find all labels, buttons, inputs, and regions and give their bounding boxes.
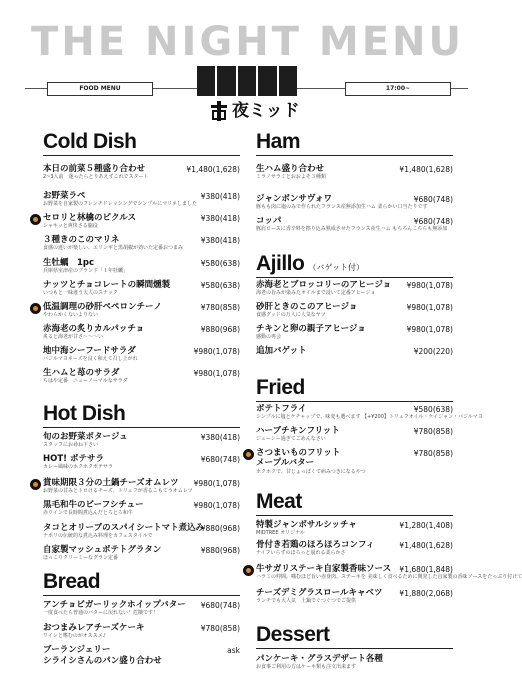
menu-item: [43, 280, 240, 300]
menu-item-price: ¥580(638): [200, 281, 240, 290]
menu-item-price: ¥880(968): [200, 325, 240, 334]
menu-item: [256, 564, 522, 584]
section-underline: [256, 515, 453, 516]
menu-item-name: アンチョビガーリックホイップバター: [43, 600, 186, 610]
section-underline: [256, 648, 453, 649]
menu-item-price: ¥680(748): [413, 195, 453, 204]
menu-item: [43, 478, 240, 498]
menu-item: [256, 164, 453, 184]
menu-item-description: カレー風味のホクホクポテサラ: [43, 464, 114, 470]
menu-item-price: ¥980(1,078): [193, 347, 240, 356]
menu-item-price: ¥580(638): [413, 405, 453, 414]
menu-item: [43, 656, 240, 676]
menu-item-name: 赤海老の炙りカルパッチョ: [43, 324, 145, 334]
menu-item: [43, 500, 240, 520]
menu-item-description: ナイフいらずのほろっと崩れる柔らかさ: [256, 550, 346, 556]
recommended-badge-icon: [30, 214, 41, 225]
menu-item-name: 低温調理の砂肝ペペロンチーノ: [43, 302, 162, 312]
menu-item-description: MIDTREE オリジナル: [256, 530, 305, 536]
menu-item-price: ¥380(418): [200, 192, 240, 201]
menu-item: [256, 194, 453, 214]
menu-item-description: ナポリの伝統的な煮込み料理をカフェスタイルで: [43, 533, 153, 539]
menu-item: [256, 448, 453, 475]
menu-item-description: 感動の再会: [256, 334, 282, 340]
menu-item-name: 旬のお野菜ポタージュ: [43, 432, 128, 442]
menu-item-description: ホクホクで、甘じょっぱくて病みつきになるやつ: [256, 469, 366, 475]
recommended-badge-icon: [30, 479, 41, 490]
menu-item: [43, 623, 240, 643]
menu-item-name: 生牡蠣 1pc: [43, 258, 95, 268]
menu-item-description: 食感グッドの万人に人気なヤツ: [256, 312, 326, 318]
section-title-ajillo: [256, 252, 364, 280]
menu-title: THE NIGHT MENU: [31, 19, 464, 65]
section-underline: [256, 155, 453, 156]
menu-item-description: 兵庫県室津産のブランド「１年牡蠣」: [43, 268, 129, 274]
menu-item-description: ミラノサラミとおおよそ３種類: [256, 174, 326, 180]
recommended-badge-icon: [243, 565, 254, 576]
menu-item-name: 生ハムと苺のサラダ: [43, 368, 120, 378]
menu-item-price: ¥980(1,078): [406, 325, 453, 334]
menu-item: [43, 432, 240, 452]
menu-item: [256, 540, 453, 560]
menu-item: [256, 426, 453, 446]
menu-item-price: ¥1,480(1,628): [186, 165, 240, 174]
menu-item: [43, 545, 240, 565]
menu-item: [43, 191, 240, 211]
menu-item: [43, 258, 240, 278]
menu-item-description: スタッフにお尋ね下さい: [43, 442, 99, 448]
section-underline: [43, 155, 240, 156]
menu-item: [256, 280, 453, 300]
menu-item-name: 黒毛和牛のビーフシチュー: [43, 500, 144, 510]
menu-item-name: ナッツとチョコレートの瞬間燻製: [43, 280, 171, 290]
menu-item-description: ハラミの仲間。噛むほど旨い赤身肉。ステーキを 美味しく食べるために開発した自家製の香味ソースをたっぷり付けて: [256, 574, 522, 580]
menu-item-description: お野菜の甘みとトロけるチーズ、トリュフが香るこもてうオムレツ: [43, 488, 193, 494]
menu-item-price: ¥680(748): [413, 217, 453, 226]
menu-item-name: ブーランジェリー: [43, 645, 111, 655]
menu-item-name: ポテトフライ: [256, 404, 307, 414]
ajillo-title: Ajillo: [256, 252, 305, 275]
menu-item: [43, 600, 240, 620]
menu-item-price: ¥980(1,078): [406, 281, 453, 290]
menu-item: [43, 454, 240, 474]
menu-item: [43, 523, 240, 543]
menu-item-name: 自家製マッシュポテトグラタン: [43, 545, 162, 555]
menu-item-description: ランチでも大人気 土鍋でぐつぐつでご提供: [256, 598, 357, 604]
recommended-badge-icon: [30, 303, 41, 314]
menu-item-name: さつまいものフリット: [256, 448, 341, 458]
menu-item: [43, 302, 240, 322]
menu-item-price: ¥580(638): [200, 259, 240, 268]
section-title-dessert: Dessert: [256, 623, 330, 646]
time-label: 17:00~: [345, 82, 451, 96]
menu-item-price: ¥980(1,078): [193, 369, 240, 378]
menu-item: [256, 302, 453, 322]
menu-item-price: ¥980(1,078): [193, 479, 240, 488]
menu-item-price: ¥880(968): [200, 524, 240, 533]
section-title-meat: Meat: [256, 490, 302, 513]
section-title-hot-dish: Hot Dish: [43, 402, 126, 425]
menu-item-name: 骨付き若鶏のほろほろコンフィ: [256, 540, 375, 550]
menu-item-price: ¥380(418): [200, 214, 240, 223]
menu-item-name: シライシさんのパン盛り合わせ: [43, 656, 162, 666]
menu-item-price: ¥380(418): [200, 236, 240, 245]
menu-item-description: ほっこりクリーミーなグラン定番: [43, 555, 119, 561]
menu-item-price: ¥1,480(1,628): [399, 165, 453, 174]
menu-item: [43, 324, 240, 344]
menu-item-price: ¥680(748): [200, 601, 240, 610]
menu-item-price: ¥780(858): [200, 624, 240, 633]
menu-item-price: ¥680(748): [200, 455, 240, 464]
menu-item-price: ask: [227, 646, 240, 655]
menu-item-name: 赤海老とブロッコリーのアヒージョ: [256, 280, 392, 290]
menu-item: [43, 164, 240, 184]
menu-item-price: ¥880(968): [200, 546, 240, 555]
menu-item: [256, 346, 453, 366]
menu-item-price: ¥1,880(2,068): [399, 589, 453, 598]
menu-item-description: 炙ると海老が甘さ〜〜〜い: [43, 334, 104, 340]
menu-item-name: 牛サガリステーキ自家製香味ソース: [256, 564, 392, 574]
section-underline: [43, 427, 240, 428]
menu-item: [256, 404, 483, 424]
menu-item-description: ちはや定番 ニューノーマルなサラダ: [43, 378, 128, 384]
menu-item-description: ワインと嗜むのがオススメ♪: [43, 633, 106, 639]
menu-item-name: 賞味期限３分の土鍋チーズオムレツ: [43, 478, 179, 488]
menu-item-description: 豚肩ロースに香辛料を擦り込み熟成させたフランス産生ハム もちろんこちらも無添加: [256, 226, 448, 232]
menu-item-name: ジャンボンサヴォワ: [256, 194, 332, 204]
menu-item-description: 一度食べたら普通のバターに戻れない！危険です！: [43, 610, 159, 616]
section-underline: [256, 277, 453, 278]
menu-item: [43, 235, 240, 255]
noren-curtain-icon: [197, 66, 297, 96]
section-title-fried: Fried: [256, 376, 305, 399]
menu-item: [256, 520, 453, 540]
menu-item-description: シャキッと爽快さる脇役: [43, 223, 98, 229]
menu-item-name: パンケーキ・グラスデザート各種: [256, 654, 383, 664]
menu-item-price: ¥200(220): [413, 347, 453, 356]
section-underline: [256, 401, 453, 402]
menu-item: [256, 588, 453, 608]
menu-item-price: ¥780(858): [413, 427, 453, 436]
section-title-ham: Ham: [256, 130, 301, 153]
menu-item-price: ¥1,680(1,848): [399, 565, 453, 574]
menu-item-price: ¥780(858): [413, 449, 453, 458]
menu-item-name: ハーブチキンフリット: [256, 426, 340, 436]
shop-logo: 夜ミッド: [232, 101, 300, 121]
menu-item-name: 砂肝ときのこのアヒージョ: [256, 302, 358, 312]
menu-item-name: 特製ジャンボサルシッチャ: [256, 520, 357, 530]
menu-item: [256, 324, 453, 344]
menu-item-name: 地中海シーフードサラダ: [43, 346, 136, 356]
menu-item-name: コッパ: [256, 216, 282, 226]
menu-item-description: 食感の違いが楽しい、エリンギと黒胡椒が効いた定番おつまみ: [43, 245, 183, 251]
menu-item: [43, 213, 240, 233]
menu-item-name: おつまみレアチーズケーキ: [43, 623, 145, 633]
menu-item-description: 豚もも肉に塩のみで作られたフランス産無添加生ハム 柔らかい口当たりです: [256, 204, 428, 210]
menu-item-name-line2: メープルバター: [256, 458, 315, 468]
menu-item-price: ¥980(1,078): [193, 501, 240, 510]
menu-item-price: ¥1,480(1,628): [399, 541, 453, 550]
section-title-bread: Bread: [43, 570, 101, 593]
section-underline: [43, 595, 240, 596]
menu-item-description: 2~3人前 迷ったらとりあえずこれでスタート: [43, 174, 149, 180]
menu-item-description: お野菜を自家製のフレンチドレッシングでシンプルにマリネしました: [43, 201, 197, 207]
menu-item-name: HOT! ポテサラ: [43, 454, 104, 464]
menu-item-name: お野菜ラペ: [43, 191, 86, 201]
menu-item-description: やわらかくないよりない: [43, 312, 99, 318]
shop-mark-icon: [210, 101, 228, 121]
section-title-cold-dish: Cold Dish: [43, 130, 137, 153]
food-menu-label: FOOD MENU: [47, 82, 153, 96]
menu-item-price: ¥1,280(1,408): [399, 521, 453, 530]
menu-item-name: タコとオリーブのスパイシートマト煮込み: [43, 523, 205, 533]
recommended-badge-icon: [243, 449, 254, 460]
ajillo-subtitle: （バゲット付）: [308, 263, 365, 272]
menu-item-name: ３種きのこのマリネ: [43, 235, 120, 245]
menu-item-description: 海老の旨みが染みたオイルまで浸いて定番アヒージョ: [256, 290, 376, 296]
menu-item-name: 本日の前菜５種盛り合わせ: [43, 164, 146, 174]
menu-item-price: ¥980(1,078): [406, 303, 453, 312]
menu-item-name: セロリと林檎のピクルス: [43, 213, 136, 223]
menu-item-price: ¥380(418): [200, 433, 240, 442]
menu-item-description: バジルマヨネーズを良く和えて召し上がれ: [43, 356, 138, 362]
menu-item-description: シンプルに塩とケチャップで、味変も選べます 【+¥200】トリュフオイル・ケイジャン・バジルマヨ: [256, 414, 483, 420]
menu-item: [43, 346, 240, 366]
menu-item: [256, 216, 453, 236]
menu-item-name: 追加バゲット: [256, 346, 307, 356]
menu-item-description: 赤ワインで長時間煮込んだとろとろ和牛: [43, 510, 133, 516]
menu-item: [43, 368, 240, 388]
menu-item-description: いつもと一味違う大人のスナック: [43, 290, 118, 296]
menu-item-name: 生ハム盛り合わせ: [256, 164, 325, 174]
menu-item-description: ジューシー過ぎてごめんなさい: [256, 436, 326, 442]
menu-item: [256, 654, 453, 674]
menu-item-name: チキンと卵の親子アヒージョ: [256, 324, 366, 334]
menu-item-name: チーズデミグラスロールキャベツ: [256, 588, 383, 598]
menu-item-price: ¥780(858): [200, 303, 240, 312]
menu-item-description: お食事ご利用の方はケーキ類も注文出来ます: [256, 664, 357, 670]
